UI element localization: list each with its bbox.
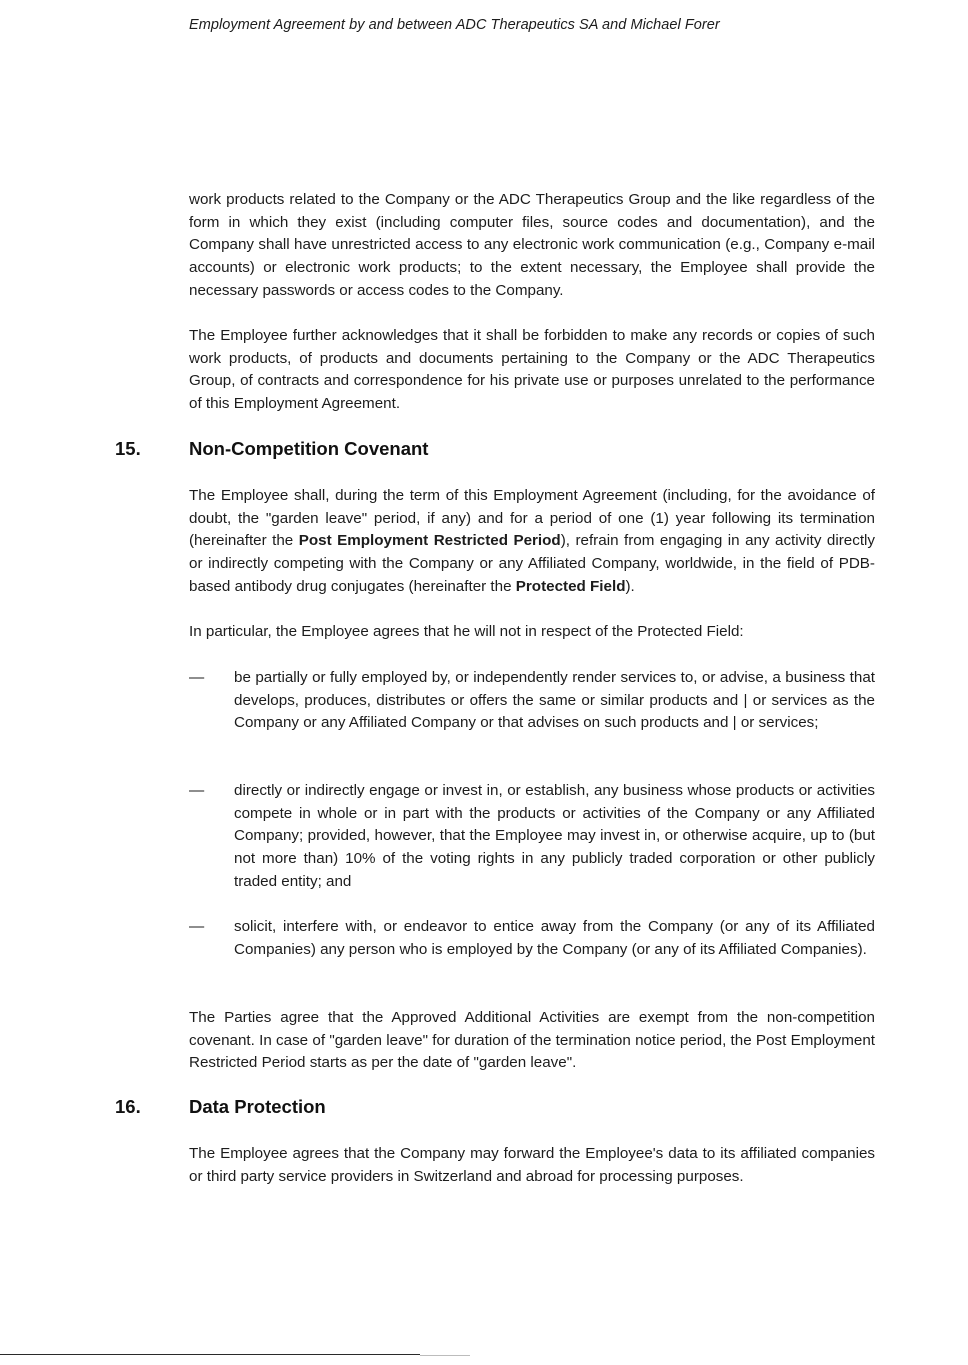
list-item-text: directly or indirectly engage or invest in, or establish, any business whose products or activities compete in whole or in part with the products or activities of the Company or any Affiliated Company; provided, however, that the Employee may invest in, or otherwise acquire, up to (but not more than) 10% of the voting rights in any publicly traded corporation or other publicly traded entity; and [234,782,875,890]
section-16-body: The Employee agrees that the Company may forward the Employee's data to its affiliated companies or third party service providers in Switzerland and abroad for processing purposes. [189,1145,875,1185]
dash-bullet-icon: — [189,918,205,935]
section-16-number: 16. [115,1096,141,1117]
dash-bullet-icon: — [189,669,205,686]
list-item-text: be partially or fully employed by, or independently render services to, or advise, a business that develops, produces, distributes or offers the same or similar products and | or services as the Company or any Affiliated Company or that advises on such products and | or services; [234,669,875,732]
section-15-title: Non-Competition Covenant [189,438,429,459]
defined-term-post-employment-restricted-period: Post Employment Restricted Period [298,532,561,550]
section-15-number: 15. [115,438,141,459]
section-15-intro-part3: ). [625,577,635,595]
dash-bullet-icon: — [189,782,205,799]
section-15-lead-in: In particular, the Employee agrees that he will not in respect of the Protected Field: [189,623,744,640]
section-15-intro-part2: ), refrain from engaging in any activity directly or indirectly competing with the Company or any Affiliated Company, worldwide, in the field of PDB-based antibody drug conjugates (hereinafter the [189,532,876,595]
list-item-text: solicit, interfere with, or endeavor to entice away from the Company (or any of its Affiliated Companies) any person who is employed by the Company (or any of its Affiliated Companies). [234,918,875,958]
running-header: Employment Agreement by and between ADC Therapeutics SA and Michael Forer [189,17,720,33]
section-15-closing: The Parties agree that the Approved Additional Activities are exempt from the non-competition covenant. In case of "garden leave" for duration of the termination notice period, the Post Employment Restricted Period starts as per the date of "garden leave". [189,1009,875,1072]
continuation-paragraph-2: The Employee further acknowledges that it shall be forbidden to make any records or copies of such work products, of products and documents pertaining to the Company or the ADC Therapeutics Group, of contracts and correspondence for his private use or purposes unrelated to the performance of this Employment Agreement. [189,327,875,413]
continuation-paragraph-1: work products related to the Company or the ADC Therapeutics Group and the like regardless of the form in which they exist (including computer files, source codes and documentation), and the Company shall have unrestricted access to any electronic work communication (e.g., Company e-mail accounts) or electronic work products; to the extent necessary, the Employee shall provide the necessary passwords or access codes to the Company. [189,191,875,299]
footer-divider-faint [420,1355,470,1356]
defined-term-protected-field: Protected Field [515,577,626,595]
section-15-intro-part1: The Employee shall, during the term of this Employment Agreement (including, for the avoidance of doubt, the "garden leave" period, if any) and for a period of one (1) year following its termination (hereinafter the [189,487,875,550]
section-16-title: Data Protection [189,1096,326,1117]
footer-divider [0,1354,420,1355]
section-15-intro [189,485,875,599]
